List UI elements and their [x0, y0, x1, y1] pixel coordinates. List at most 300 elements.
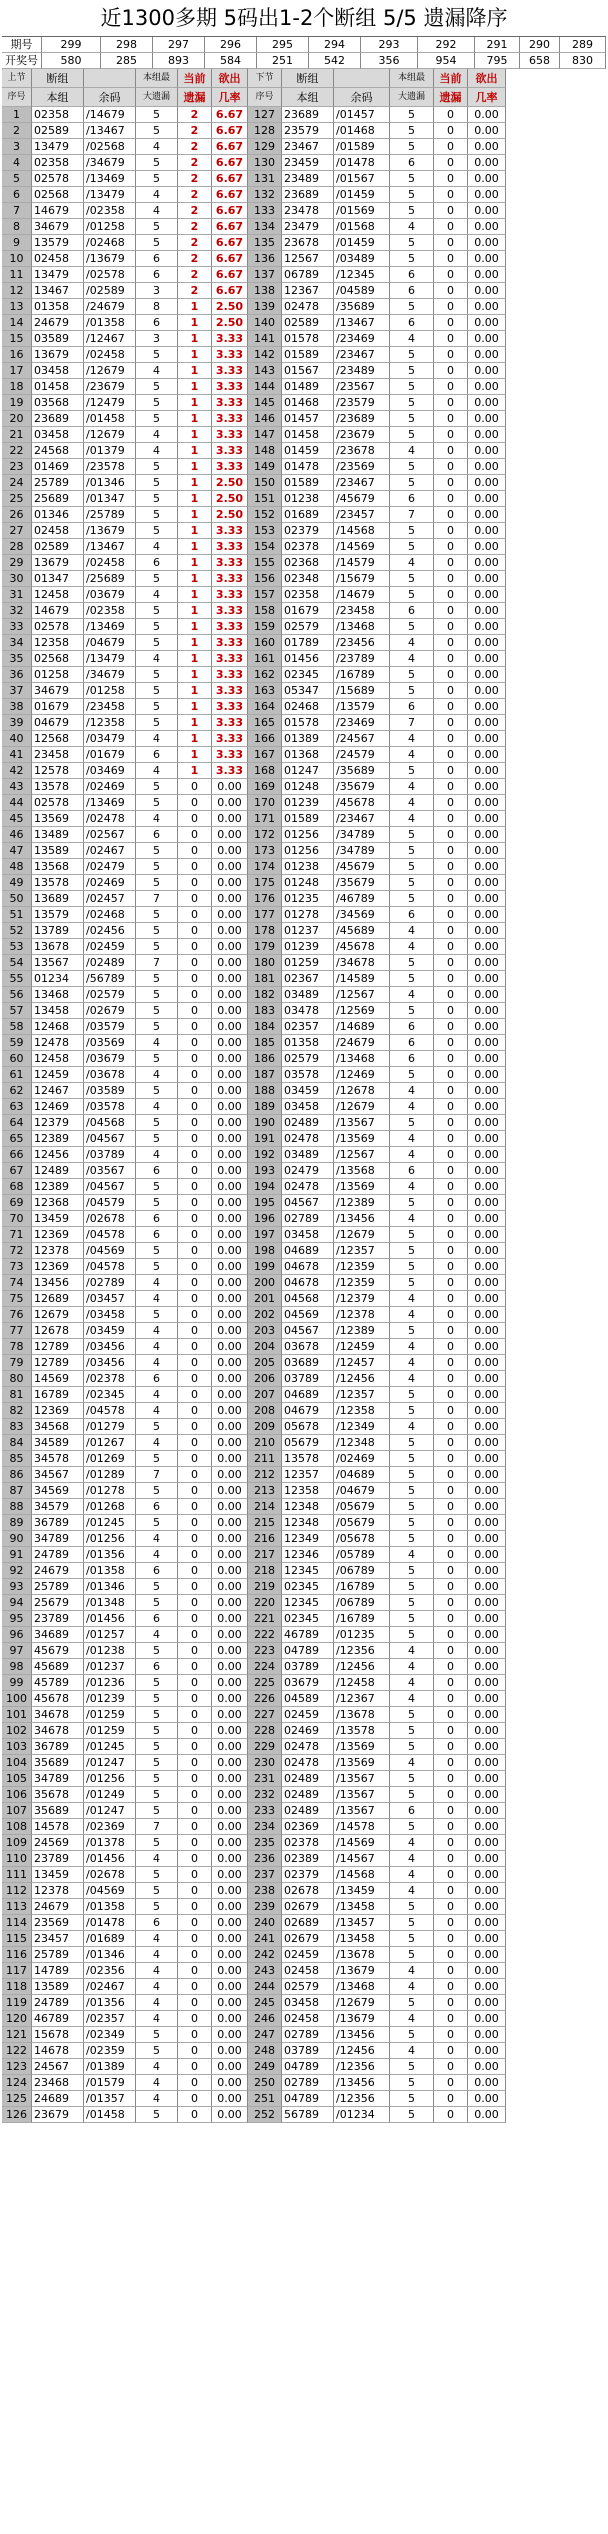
left-probability-cell: 0.00: [212, 1963, 248, 1979]
right-seq-cell: 220: [248, 1595, 282, 1611]
right-remainder-cell: /45678: [334, 795, 390, 811]
left-remainder-cell: /13679: [84, 251, 136, 267]
right-group-cell: 01468: [282, 395, 334, 411]
left-max-miss-cell: 5: [136, 1771, 178, 1787]
left-max-miss-cell: 6: [136, 1227, 178, 1243]
left-current-miss-cell: 0: [178, 1867, 212, 1883]
right-remainder-cell: /23579: [334, 395, 390, 411]
right-seq-cell: 163: [248, 683, 282, 699]
left-current-miss-cell: 0: [178, 1035, 212, 1051]
right-max-miss-cell: 5: [390, 1739, 434, 1755]
right-remainder-cell: /01235: [334, 1627, 390, 1643]
left-remainder-cell: /01249: [84, 1787, 136, 1803]
left-remainder-cell: /01245: [84, 1515, 136, 1531]
left-max-miss-cell: 5: [136, 987, 178, 1003]
left-group-cell: 12379: [32, 1115, 84, 1131]
right-max-miss-cell: 4: [390, 1355, 434, 1371]
left-current-miss-cell: 0: [178, 2091, 212, 2107]
left-group-cell: 12369: [32, 1403, 84, 1419]
left-group-cell: 13579: [32, 907, 84, 923]
left-current-miss-cell: 2: [178, 123, 212, 139]
left-remainder-cell: /02378: [84, 1371, 136, 1387]
left-current-miss-cell: 1: [178, 475, 212, 491]
right-seq-cell: 209: [248, 1419, 282, 1435]
right-probability-cell: 0.00: [468, 1451, 506, 1467]
left-seq-cell: 61: [2, 1067, 32, 1083]
right-group-cell: 56789: [282, 2107, 334, 2123]
left-group-cell: 23458: [32, 747, 84, 763]
right-remainder-cell: /13569: [334, 1739, 390, 1755]
table-row: [2, 1515, 606, 1531]
left-remainder-cell: /01689: [84, 1931, 136, 1947]
draw-history: [2, 37, 606, 69]
right-max-miss-cell: 4: [390, 1883, 434, 1899]
right-group-cell: 02478: [282, 1755, 334, 1771]
right-max-miss-cell: 5: [390, 971, 434, 987]
table-row: [2, 459, 606, 475]
right-group-cell: 01358: [282, 1035, 334, 1051]
right-probability-cell: 0.00: [468, 107, 506, 123]
right-group-cell: 03678: [282, 1339, 334, 1355]
right-probability-cell: 0.00: [468, 1787, 506, 1803]
right-current-miss-cell: 0: [434, 1835, 468, 1851]
right-remainder-cell: /12389: [334, 1323, 390, 1339]
table-row: [2, 2059, 606, 2075]
left-remainder-cell: /02589: [84, 283, 136, 299]
right-remainder-cell: /14568: [334, 523, 390, 539]
left-seq-cell: 56: [2, 987, 32, 1003]
right-probability-cell: 0.00: [468, 235, 506, 251]
left-probability-cell: 0.00: [212, 1643, 248, 1659]
right-current-miss-cell: 0: [434, 1323, 468, 1339]
right-remainder-cell: /13459: [334, 1883, 390, 1899]
left-group-cell: 34689: [32, 1627, 84, 1643]
left-max-miss-cell: 5: [136, 2107, 178, 2123]
left-current-miss-cell: 0: [178, 875, 212, 891]
left-current-miss-cell: 0: [178, 1755, 212, 1771]
right-seq-cell: 222: [248, 1627, 282, 1643]
left-remainder-cell: /03589: [84, 1083, 136, 1099]
right-current-miss-cell: 0: [434, 299, 468, 315]
right-probability-cell: 0.00: [468, 443, 506, 459]
right-seq-cell: 162: [248, 667, 282, 683]
left-remainder-cell: /13469: [84, 619, 136, 635]
left-seq-cell: 55: [2, 971, 32, 987]
left-remainder-cell: /02458: [84, 555, 136, 571]
right-seq-cell: 131: [248, 171, 282, 187]
period-cell: 298: [101, 37, 153, 53]
right-max-miss-cell: 5: [390, 523, 434, 539]
right-group-cell: 02789: [282, 2075, 334, 2091]
right-seq-cell: 155: [248, 555, 282, 571]
right-group-cell: 03789: [282, 1659, 334, 1675]
left-probability-cell: 0.00: [212, 827, 248, 843]
right-remainder-cell: /23489: [334, 363, 390, 379]
right-seq-cell: 215: [248, 1515, 282, 1531]
left-group-cell: 12458: [32, 587, 84, 603]
right-current-miss-cell: 0: [434, 571, 468, 587]
right-group-cell: 01489: [282, 379, 334, 395]
left-current-miss-cell: 0: [178, 827, 212, 843]
table-row: [2, 123, 606, 139]
right-group-cell: 23689: [282, 107, 334, 123]
left-probability-cell: 2.50: [212, 299, 248, 315]
right-probability-cell: 0.00: [468, 1323, 506, 1339]
left-max-miss-cell: 4: [136, 1627, 178, 1643]
left-group-cell: 13679: [32, 347, 84, 363]
left-remainder-cell: /01456: [84, 1851, 136, 1867]
left-seq-cell: 12: [2, 283, 32, 299]
table-row: [2, 251, 606, 267]
table-row: [2, 603, 606, 619]
left-max-miss-cell: 5: [136, 1243, 178, 1259]
left-current-miss-cell: 0: [178, 1931, 212, 1947]
right-remainder-cell: /16789: [334, 1611, 390, 1627]
right-remainder-cell: /23456: [334, 635, 390, 651]
table-row: [2, 315, 606, 331]
left-current-miss-cell: 1: [178, 539, 212, 555]
left-max-miss-cell: 5: [136, 1739, 178, 1755]
table-row: [2, 1563, 606, 1579]
table-row: [2, 587, 606, 603]
right-group-cell: 03789: [282, 1371, 334, 1387]
left-group-cell: 12456: [32, 1147, 84, 1163]
left-current-miss-cell: 2: [178, 155, 212, 171]
right-max-miss-cell: 4: [390, 1339, 434, 1355]
right-current-miss-cell: 0: [434, 987, 468, 1003]
right-probability-cell: 0.00: [468, 2043, 506, 2059]
right-current-miss-cell: 0: [434, 1419, 468, 1435]
right-max-miss-cell: 4: [390, 1643, 434, 1659]
right-remainder-cell: /45679: [334, 491, 390, 507]
draw-number-cell: 251: [257, 53, 309, 69]
left-group-cell: 13459: [32, 1867, 84, 1883]
left-current-miss-cell: 0: [178, 1675, 212, 1691]
left-max-miss-cell: 6: [136, 1659, 178, 1675]
left-group-cell: 25789: [32, 1579, 84, 1595]
left-group-cell: 12478: [32, 1035, 84, 1051]
left-remainder-cell: /12679: [84, 363, 136, 379]
right-seq-cell: 151: [248, 491, 282, 507]
left-seq-cell: 73: [2, 1259, 32, 1275]
right-group-cell: 01457: [282, 411, 334, 427]
table-row: [2, 635, 606, 651]
left-max-miss-cell: 4: [136, 1995, 178, 2011]
right-max-miss-cell: 4: [390, 2043, 434, 2059]
right-probability-cell: 0.00: [468, 1867, 506, 1883]
right-probability-cell: 0.00: [468, 1243, 506, 1259]
right-current-miss-cell: 0: [434, 2059, 468, 2075]
left-remainder-cell: /01257: [84, 1627, 136, 1643]
table-row: [2, 1899, 606, 1915]
left-max-miss-cell: 4: [136, 1147, 178, 1163]
left-probability-cell: 0.00: [212, 1323, 248, 1339]
left-probability-cell: 0.00: [212, 923, 248, 939]
header-cell: 遗漏: [178, 88, 212, 107]
right-group-cell: 02689: [282, 1915, 334, 1931]
left-max-miss-cell: 5: [136, 843, 178, 859]
left-seq-cell: 105: [2, 1771, 32, 1787]
right-max-miss-cell: 5: [390, 2075, 434, 2091]
right-current-miss-cell: 0: [434, 1595, 468, 1611]
period-cell: 293: [361, 37, 418, 53]
left-current-miss-cell: 0: [178, 1387, 212, 1403]
left-current-miss-cell: 1: [178, 683, 212, 699]
right-group-cell: 04689: [282, 1243, 334, 1259]
left-max-miss-cell: 5: [136, 379, 178, 395]
table-row: [2, 1179, 606, 1195]
left-max-miss-cell: 6: [136, 827, 178, 843]
right-current-miss-cell: 0: [434, 1451, 468, 1467]
left-probability-cell: 3.33: [212, 747, 248, 763]
draw-number-label: 开奖号: [2, 53, 42, 69]
right-max-miss-cell: 5: [390, 1579, 434, 1595]
left-remainder-cell: /23679: [84, 379, 136, 395]
left-seq-cell: 103: [2, 1739, 32, 1755]
left-max-miss-cell: 4: [136, 1979, 178, 1995]
right-seq-cell: 137: [248, 267, 282, 283]
right-max-miss-cell: 4: [390, 747, 434, 763]
right-probability-cell: 0.00: [468, 363, 506, 379]
right-probability-cell: 0.00: [468, 987, 506, 1003]
right-max-miss-cell: 5: [390, 139, 434, 155]
right-probability-cell: 0.00: [468, 1915, 506, 1931]
right-group-cell: 04568: [282, 1291, 334, 1307]
left-remainder-cell: /01378: [84, 1835, 136, 1851]
left-group-cell: 12489: [32, 1163, 84, 1179]
right-current-miss-cell: 0: [434, 1691, 468, 1707]
left-seq-cell: 47: [2, 843, 32, 859]
right-probability-cell: 0.00: [468, 1739, 506, 1755]
header-cell: 序号: [248, 88, 282, 107]
right-seq-cell: 251: [248, 2091, 282, 2107]
left-current-miss-cell: 0: [178, 907, 212, 923]
left-seq-cell: 68: [2, 1179, 32, 1195]
left-group-cell: 34589: [32, 1435, 84, 1451]
right-probability-cell: 0.00: [468, 1211, 506, 1227]
left-remainder-cell: /03458: [84, 1307, 136, 1323]
right-max-miss-cell: 4: [390, 1979, 434, 1995]
left-probability-cell: 6.67: [212, 107, 248, 123]
left-remainder-cell: /02478: [84, 811, 136, 827]
left-remainder-cell: /01237: [84, 1659, 136, 1675]
table-row: [2, 1531, 606, 1547]
left-current-miss-cell: 0: [178, 1963, 212, 1979]
left-current-miss-cell: 1: [178, 587, 212, 603]
right-remainder-cell: /06789: [334, 1563, 390, 1579]
table-row: [2, 1259, 606, 1275]
left-probability-cell: 0.00: [212, 2075, 248, 2091]
period-cell: 291: [475, 37, 520, 53]
left-remainder-cell: /01346: [84, 475, 136, 491]
left-group-cell: 12568: [32, 731, 84, 747]
left-max-miss-cell: 5: [136, 1131, 178, 1147]
right-group-cell: 04678: [282, 1259, 334, 1275]
left-current-miss-cell: 0: [178, 1003, 212, 1019]
right-max-miss-cell: 5: [390, 859, 434, 875]
right-seq-cell: 200: [248, 1275, 282, 1291]
left-max-miss-cell: 5: [136, 219, 178, 235]
left-current-miss-cell: 0: [178, 1515, 212, 1531]
left-remainder-cell: /23458: [84, 699, 136, 715]
right-remainder-cell: /01568: [334, 219, 390, 235]
right-seq-cell: 196: [248, 1211, 282, 1227]
left-remainder-cell: /12467: [84, 331, 136, 347]
left-seq-cell: 67: [2, 1163, 32, 1179]
right-max-miss-cell: 5: [390, 1323, 434, 1339]
left-max-miss-cell: 4: [136, 139, 178, 155]
left-probability-cell: 0.00: [212, 1419, 248, 1435]
left-remainder-cell: /02359: [84, 2043, 136, 2059]
left-seq-cell: 117: [2, 1963, 32, 1979]
right-remainder-cell: /23467: [334, 347, 390, 363]
left-remainder-cell: /02469: [84, 875, 136, 891]
left-current-miss-cell: 0: [178, 971, 212, 987]
draw-number-cell: 893: [153, 53, 205, 69]
right-remainder-cell: /35679: [334, 875, 390, 891]
left-max-miss-cell: 5: [136, 923, 178, 939]
left-seq-cell: 70: [2, 1211, 32, 1227]
left-current-miss-cell: 0: [178, 1323, 212, 1339]
left-seq-cell: 37: [2, 683, 32, 699]
right-group-cell: 06789: [282, 267, 334, 283]
left-current-miss-cell: 0: [178, 1691, 212, 1707]
right-current-miss-cell: 0: [434, 2107, 468, 2123]
left-group-cell: 12369: [32, 1259, 84, 1275]
header-cell: 当前: [434, 69, 468, 88]
right-probability-cell: 0.00: [468, 507, 506, 523]
right-probability-cell: 0.00: [468, 1515, 506, 1531]
right-current-miss-cell: 0: [434, 507, 468, 523]
right-probability-cell: 0.00: [468, 763, 506, 779]
right-group-cell: 12346: [282, 1547, 334, 1563]
left-current-miss-cell: 0: [178, 843, 212, 859]
draw-number-cell: 830: [560, 53, 606, 69]
left-seq-cell: 20: [2, 411, 32, 427]
left-current-miss-cell: 0: [178, 1643, 212, 1659]
left-probability-cell: 2.50: [212, 475, 248, 491]
left-current-miss-cell: 1: [178, 651, 212, 667]
right-seq-cell: 244: [248, 1979, 282, 1995]
left-remainder-cell: /14679: [84, 107, 136, 123]
left-current-miss-cell: 0: [178, 1995, 212, 2011]
right-group-cell: 12567: [282, 251, 334, 267]
left-probability-cell: 0.00: [212, 1115, 248, 1131]
left-group-cell: 12467: [32, 1083, 84, 1099]
right-max-miss-cell: 4: [390, 1867, 434, 1883]
left-probability-cell: 3.33: [212, 763, 248, 779]
left-max-miss-cell: 6: [136, 251, 178, 267]
right-seq-cell: 225: [248, 1675, 282, 1691]
right-current-miss-cell: 0: [434, 219, 468, 235]
left-probability-cell: 2.50: [212, 315, 248, 331]
left-probability-cell: 0.00: [212, 1291, 248, 1307]
right-max-miss-cell: 6: [390, 1163, 434, 1179]
period-label: 期号: [2, 37, 42, 53]
left-remainder-cell: /01458: [84, 2107, 136, 2123]
table-row: [2, 1355, 606, 1371]
right-group-cell: 04589: [282, 1691, 334, 1707]
left-remainder-cell: /03457: [84, 1291, 136, 1307]
left-seq-cell: 9: [2, 235, 32, 251]
right-remainder-cell: /23467: [334, 475, 390, 491]
right-group-cell: 12358: [282, 1483, 334, 1499]
left-seq-cell: 88: [2, 1499, 32, 1515]
right-seq-cell: 156: [248, 571, 282, 587]
right-probability-cell: 0.00: [468, 2091, 506, 2107]
left-remainder-cell: /04578: [84, 1403, 136, 1419]
right-current-miss-cell: 0: [434, 1339, 468, 1355]
right-group-cell: 01248: [282, 779, 334, 795]
right-group-cell: 03489: [282, 987, 334, 1003]
period-cell: 296: [205, 37, 257, 53]
left-max-miss-cell: 3: [136, 331, 178, 347]
right-remainder-cell: /14679: [334, 587, 390, 603]
left-remainder-cell: /13469: [84, 795, 136, 811]
left-probability-cell: 0.00: [212, 1611, 248, 1627]
right-probability-cell: 0.00: [468, 1307, 506, 1323]
left-probability-cell: 0.00: [212, 1227, 248, 1243]
left-current-miss-cell: 2: [178, 139, 212, 155]
left-current-miss-cell: 1: [178, 395, 212, 411]
left-max-miss-cell: 5: [136, 171, 178, 187]
period-cell: 295: [257, 37, 309, 53]
right-group-cell: 03689: [282, 1355, 334, 1371]
right-group-cell: 01389: [282, 731, 334, 747]
left-probability-cell: 3.33: [212, 523, 248, 539]
right-group-cell: 01589: [282, 475, 334, 491]
left-seq-cell: 116: [2, 1947, 32, 1963]
table-body: [2, 107, 606, 2123]
right-probability-cell: 0.00: [468, 939, 506, 955]
right-current-miss-cell: 0: [434, 939, 468, 955]
right-remainder-cell: /23678: [334, 443, 390, 459]
right-remainder-cell: /16789: [334, 667, 390, 683]
left-probability-cell: 0.00: [212, 1371, 248, 1387]
right-max-miss-cell: 5: [390, 1723, 434, 1739]
right-remainder-cell: /35689: [334, 299, 390, 315]
right-max-miss-cell: 5: [390, 587, 434, 603]
right-current-miss-cell: 0: [434, 379, 468, 395]
table-row: [2, 571, 606, 587]
left-remainder-cell: /02356: [84, 1963, 136, 1979]
right-seq-cell: 194: [248, 1179, 282, 1195]
right-group-cell: 12367: [282, 283, 334, 299]
left-remainder-cell: /04568: [84, 1115, 136, 1131]
left-max-miss-cell: 6: [136, 1211, 178, 1227]
left-group-cell: 01234: [32, 971, 84, 987]
table-row: [2, 779, 606, 795]
right-max-miss-cell: 5: [390, 1227, 434, 1243]
left-max-miss-cell: 4: [136, 1435, 178, 1451]
right-probability-cell: 0.00: [468, 1595, 506, 1611]
right-seq-cell: 140: [248, 315, 282, 331]
left-group-cell: 35678: [32, 1787, 84, 1803]
right-seq-cell: 135: [248, 235, 282, 251]
right-remainder-cell: /14568: [334, 1867, 390, 1883]
right-current-miss-cell: 0: [434, 1675, 468, 1691]
right-probability-cell: 0.00: [468, 2059, 506, 2075]
left-current-miss-cell: 1: [178, 443, 212, 459]
right-probability-cell: 0.00: [468, 1995, 506, 2011]
right-seq-cell: 169: [248, 779, 282, 795]
right-max-miss-cell: 5: [390, 1003, 434, 1019]
left-group-cell: 13568: [32, 859, 84, 875]
right-current-miss-cell: 0: [434, 1707, 468, 1723]
left-max-miss-cell: 5: [136, 507, 178, 523]
right-probability-cell: 0.00: [468, 827, 506, 843]
left-probability-cell: 0.00: [212, 1931, 248, 1947]
